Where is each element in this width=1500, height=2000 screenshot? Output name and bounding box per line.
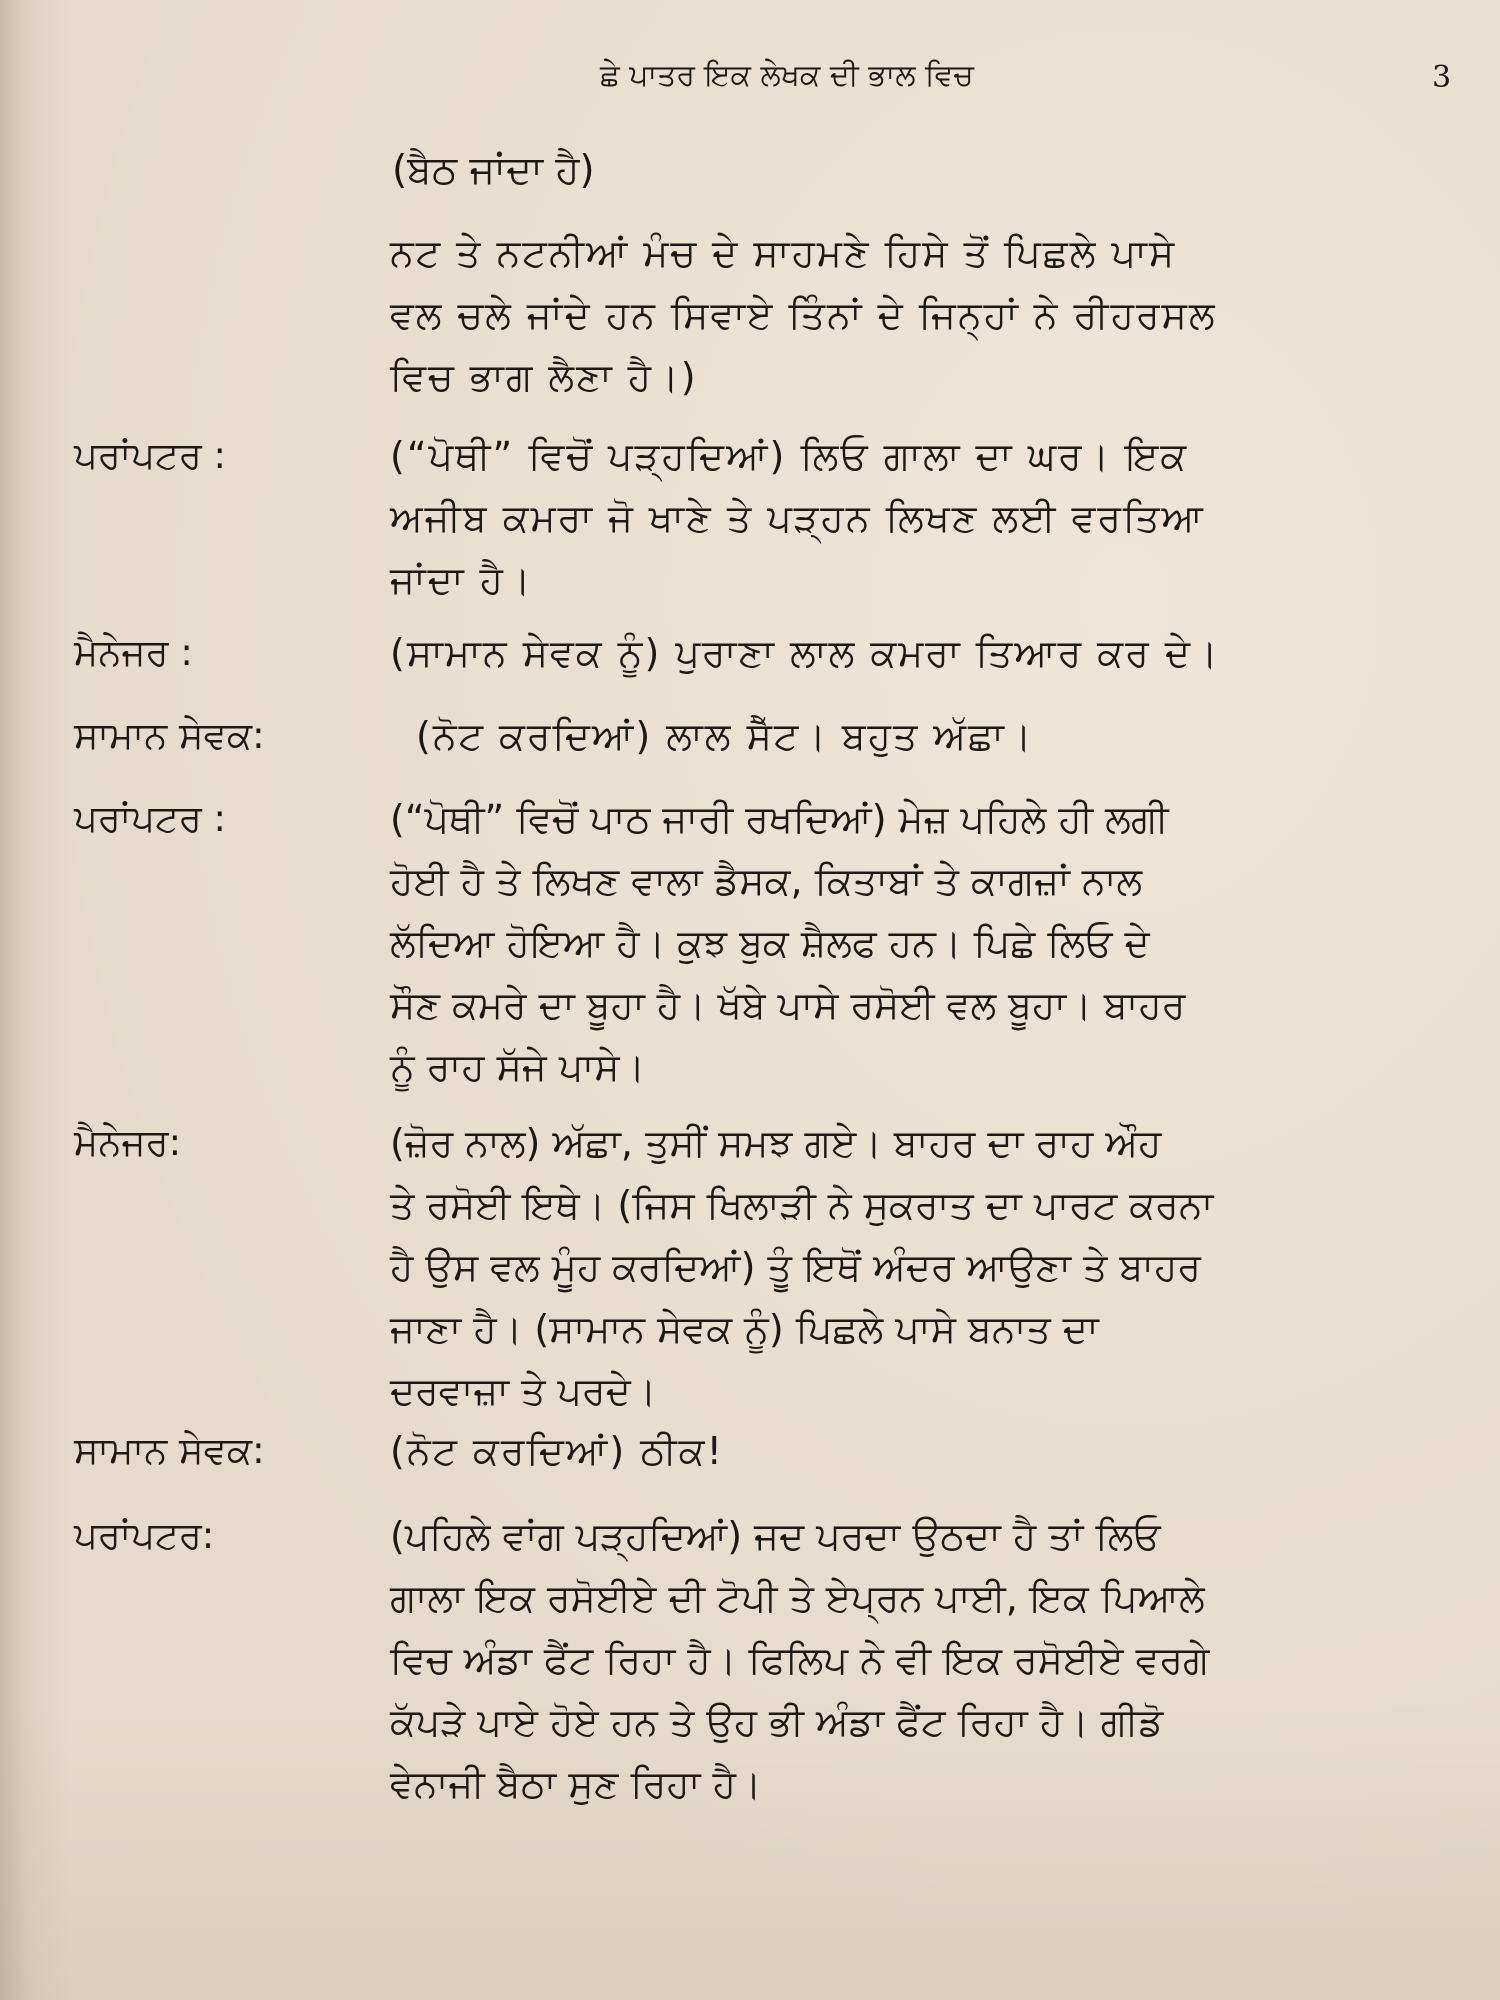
text-line: ਹੋਈ ਹੈ ਤੇ ਲਿਖਣ ਵਾਲਾ ਡੈਸਕ, ਕਿਤਾਬਾਂ ਤੇ ਕਾਗਜ਼ਾਂ ਨਾਲ [390,859,1143,903]
speaker-name: ਪਰਾਂਪਟਰ : [74,797,227,840]
stage-direction-sits: (ਬੈਠ ਜਾਂਦਾ ਹੈ) [392,148,595,193]
text-line: (ਨੋਟ ਕਰਦਿਆਂ) ਠੀਕ! [390,1429,724,1473]
speaker-name: ਪਰਾਂਪਟਰ: [74,1514,215,1557]
text-line: ਲੱਦਿਆ ਹੋਇਆ ਹੈ। ਕੁਝ ਬੁਕ ਸ਼ੈਲਫ ਹਨ। ਪਿਛੇ ਲਿਓ ਦੇ [390,921,1150,965]
intro-paragraph [390,222,1450,408]
running-header-title: ਛੇ ਪਾਤਰ ਇਕ ਲੇਖਕ ਦੀ ਭਾਲ ਵਿਚ [600,58,974,93]
text-line: ਵਿਚ ਭਾਗ ਲੈਣਾ ਹੈ।) [390,355,698,399]
text-line: ਦਰਵਾਜ਼ਾ ਤੇ ਪਰਦੇ। [390,1369,657,1413]
text-line: ਗਾਲਾ ਇਕ ਰਸੋਈਏ ਦੀ ਟੋਪੀ ਤੇ ਏਪ੍ਰਨ ਪਾਈ, ਇਕ ਪਿਆਲੇ [390,1576,1205,1620]
text-line: (ਸਾਮਾਨ ਸੇਵਕ ਨੂੰ) ਪੁਰਾਣਾ ਲਾਲ ਕਮਰਾ ਤਿਆਰ ਕਰ ਦੇ। [390,631,1220,675]
text-line: (“ਪੋਥੀ” ਵਿਚੋਂ ਪੜ੍ਹਦਿਆਂ) ਲਿਓ ਗਾਲਾ ਦਾ ਘਰ। ਇਕ [390,434,1189,478]
text-line: ਵੇਨਾਜੀ ਬੈਠਾ ਸੁਣ ਰਿਹਾ ਹੈ। [390,1762,762,1806]
text-line: ਜਾਂਦਾ ਹੈ। [390,558,533,602]
dialogue-text [390,1420,1450,1482]
text-line: ਨਟ ਤੇ ਨਟਨੀਆਂ ਮੰਚ ਦੇ ਸਾਹਮਣੇ ਹਿਸੇ ਤੋਂ ਪਿਛਲੇ ਪਾਸੇ [390,231,1177,275]
text-line: ਹੈ ਉਸ ਵਲ ਮੂੰਹ ਕਰਦਿਆਂ) ਤੂੰ ਇਥੋਂ ਅੰਦਰ ਆਉਣਾ ਤੇ ਬਾਹਰ [390,1245,1201,1289]
text-line: ਵਿਚ ਅੰਡਾ ਫੈਂਟ ਰਿਹਾ ਹੈ। ਫਿਲਿਪ ਨੇ ਵੀ ਇਕ ਰਸੋਈਏ ਵਰਗੇ [390,1638,1210,1682]
text-line: ਤੇ ਰਸੋਈ ਇਥੇ। (ਜਿਸ ਖਿਲਾੜੀ ਨੇ ਸੁਕਰਾਤ ਦਾ ਪਾਰਟ ਕਰਨਾ [390,1183,1214,1227]
text-line: ਸੌਣ ਕਮਰੇ ਦਾ ਬੂਹਾ ਹੈ। ਖੱਬੇ ਪਾਸੇ ਰਸੋਈ ਵਲ ਬੂਹਾ। ਬਾਹਰ [390,983,1186,1027]
dialogue-text [390,1112,1450,1422]
text-line: (ਪਹਿਲੇ ਵਾਂਗ ਪੜ੍ਹਦਿਆਂ) ਜਦ ਪਰਦਾ ਉਠਦਾ ਹੈ ਤਾਂ ਲਿਓ [390,1514,1161,1558]
speaker-name: ਸਾਮਾਨ ਸੇਵਕ: [74,1429,265,1472]
text-line: ਨੂੰ ਰਾਹ ਸੱਜੇ ਪਾਸੇ। [390,1045,646,1089]
speaker-name: ਸਾਮਾਨ ਸੇਵਕ: [74,714,265,757]
text-line: ਅਜੀਬ ਕਮਰਾ ਜੋ ਖਾਣੇ ਤੇ ਪੜ੍ਹਨ ਲਿਖਣ ਲਈ ਵਰਤਿਆ [390,496,1205,540]
dialogue-text [390,1505,1450,1815]
speaker-name: ਮੈਨੇਜਰ: [74,1121,182,1164]
dialogue-text [416,705,1476,767]
text-line: ਵਲ ਚਲੇ ਜਾਂਦੇ ਹਨ ਸਿਵਾਏ ਤਿੰਨਾਂ ਦੇ ਜਿਨ੍ਹਾਂ ਨੇ ਰੀਹਰਸਲ [390,293,1217,337]
text-line: ਜਾਣਾ ਹੈ। (ਸਾਮਾਨ ਸੇਵਕ ਨੂੰ) ਪਿਛਲੇ ਪਾਸੇ ਬਨਾਤ ਦਾ [390,1307,1099,1351]
speaker-name: ਪਰਾਂਪਟਰ : [74,434,227,477]
dialogue-text [390,788,1450,1098]
text-line: (“ਪੋਥੀ” ਵਿਚੋਂ ਪਾਠ ਜਾਰੀ ਰਖਦਿਆਂ) ਮੇਜ਼ ਪਹਿਲੇ ਹੀ ਲਗੀ [390,797,1169,841]
dialogue-text [390,425,1450,611]
page-number: 3 [1432,60,1452,95]
text-line: (ਨੋਟ ਕਰਦਿਆਂ) ਲਾਲ ਸੈੱਟ। ਬਹੁਤ ਅੱਛਾ। [416,714,1034,758]
dialogue-text [390,622,1450,684]
speaker-name: ਮੈਨੇਜਰ : [74,631,193,674]
text-line: (ਜ਼ੋਰ ਨਾਲ) ਅੱਛਾ, ਤੁਸੀਂ ਸਮਝ ਗਏ। ਬਾਹਰ ਦਾ ਰਾਹ ਔਹ [390,1121,1162,1165]
text-line: ਕੱਪੜੇ ਪਾਏ ਹੋਏ ਹਨ ਤੇ ਉਹ ਭੀ ਅੰਡਾ ਫੈਂਟ ਰਿਹਾ ਹੈ। ਗੀਡੋ [390,1700,1164,1744]
